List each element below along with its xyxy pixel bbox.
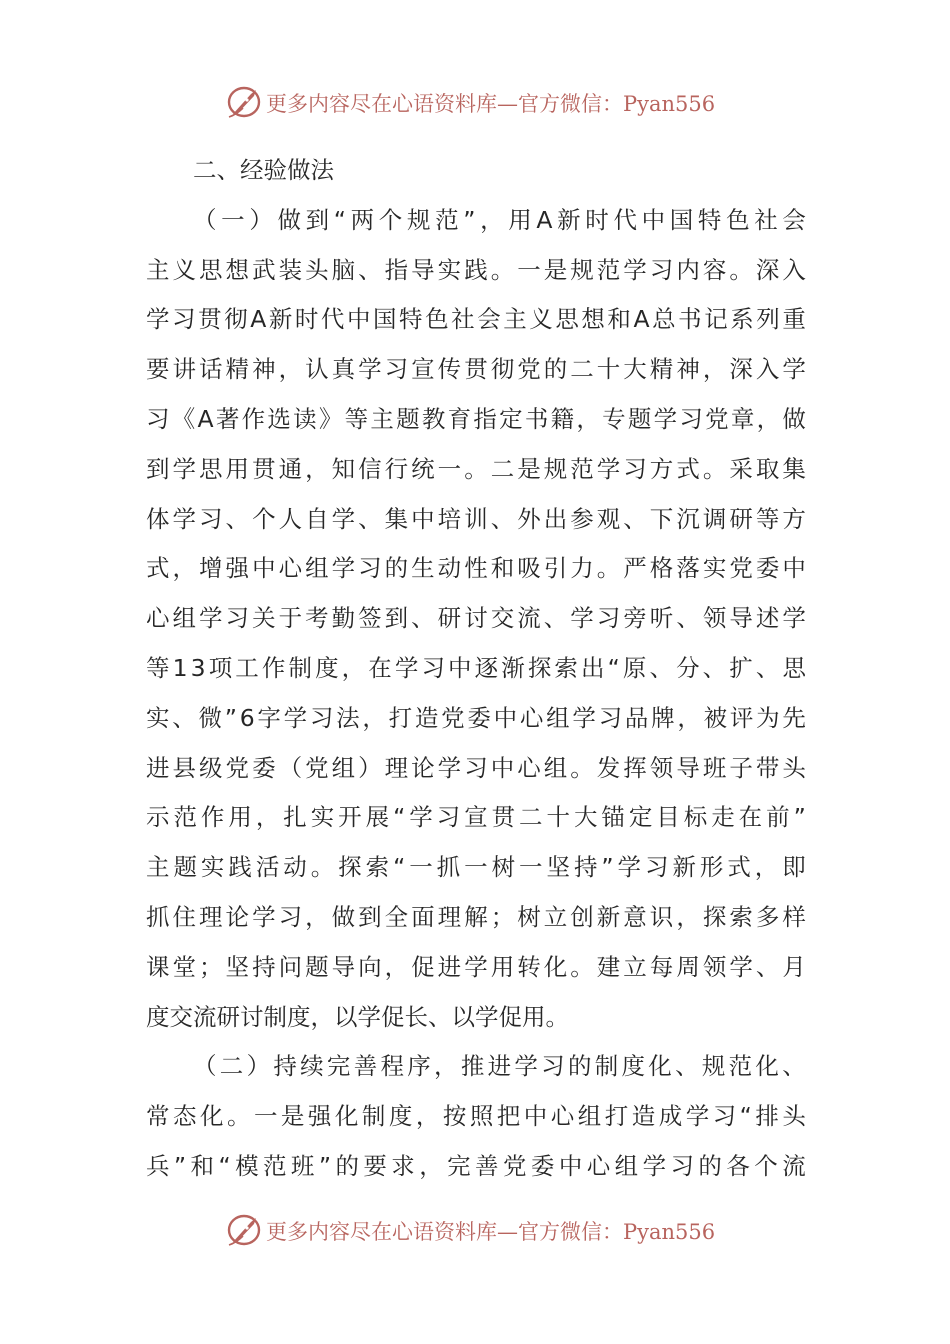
footer-banner-text: 更多内容尽在心语资料库—官方微信：Pyan556 (266, 1220, 716, 1244)
pen-nib-logo-icon (225, 84, 265, 120)
text-line: 到 学 思 用 贯 通 ， 知 信 行 统 一 。 二 是 规 范 学 习 方 式 。 采 取 集 (146, 454, 806, 483)
text-line: 兵 ” 和 “ 模 范 班 ” 的 要 求 ， 完 善 党 委 中 心 组 学 习 的 各 个 流 (146, 1151, 806, 1180)
section-heading-text: 二、经验做法 (193, 156, 334, 184)
text-line: 实 、 微 ” 6 字 学 习 法 ， 打 造 党 委 中 心 组 学 习 品 牌 ， 被 评 为 先 (146, 703, 806, 732)
text-line: 习 《 A 著 作 选 读 》 等 主 题 教 育 指 定 书 籍 ， 专 题 学 习 党 章 ， 做 (146, 404, 806, 433)
text-line: （ 一 ） 做 到 “ 两 个 规 范 ” ， 用 A 新 时 代 中 国 特 色 社 会 (193, 205, 806, 234)
text-line: 常 态 化 。 一 是 强 化 制 度 ， 按 照 把 中 心 组 打 造 成 学 习 “ 排 头 (146, 1102, 806, 1131)
header-banner (0, 82, 950, 122)
text-line: 课 堂 ； 坚 持 问 题 导 向 ， 促 进 学 用 转 化 。 建 立 每 周 领 学 、 月 (146, 952, 806, 981)
header-banner-text: 更多内容尽在心语资料库—官方微信：Pyan556 (266, 92, 716, 116)
document-body (146, 146, 806, 1192)
footer-banner (0, 1210, 950, 1250)
text-line: 主 题 实 践 活 动 。 探 索 “ 一 抓 一 树 一 坚 持 ” 学 习 新 形 式 ， 即 (146, 853, 806, 882)
text-line: 主 义 思 想 武 装 头 脑 、 指 导 实 践 。 一 是 规 范 学 习 内 容 。 深 入 (146, 255, 806, 284)
text-line: 示 范 作 用 ， 扎 实 开 展 “ 学 习 宣 贯 二 十 大 锚 定 目 标 走 在 前 ” (146, 803, 806, 832)
text-line: 学 习 贯 彻 A 新 时 代 中 国 特 色 社 会 主 义 思 想 和 A 总 书 记 系 列 重 (146, 305, 806, 334)
text-line: 式 ， 增 强 中 心 组 学 习 的 生 动 性 和 吸 引 力 。 严 格 落 实 党 委 中 (146, 554, 806, 583)
text-line: 体 学 习 、 个 人 自 学 、 集 中 培 训 、 外 出 参 观 、 下 沉 调 研 等 方 (146, 504, 806, 533)
section-heading (146, 146, 806, 196)
pen-nib-logo-icon (225, 1212, 265, 1248)
text-line: 度交流研讨制度，以学促长、以学促用。 (146, 1002, 569, 1031)
text-line: 进 县 级 党 委 （ 党 组 ） 理 论 学 习 中 心 组 。 发 挥 领 导 班 子 带 头 (146, 753, 806, 782)
text-line: 抓 住 理 论 学 习 ， 做 到 全 面 理 解 ； 树 立 创 新 意 识 ， 探 索 多 样 (146, 902, 806, 931)
text-line: 等 1 3 项 工 作 制 度 ， 在 学 习 中 逐 渐 探 索 出 “ 原 、 分 、 扩 、 思 (146, 653, 806, 682)
text-line: （ 二 ） 持 续 完 善 程 序 ， 推 进 学 习 的 制 度 化 、 规 范 化 、 (193, 1052, 806, 1081)
text-line: 心 组 学 习 关 于 考 勤 签 到 、 研 讨 交 流 、 学 习 旁 听 、 领 导 述 学 (146, 604, 806, 633)
text-line: 要 讲 话 精 神 ， 认 真 学 习 宣 传 贯 彻 党 的 二 十 大 精 神 ， 深 入 学 (146, 355, 806, 384)
